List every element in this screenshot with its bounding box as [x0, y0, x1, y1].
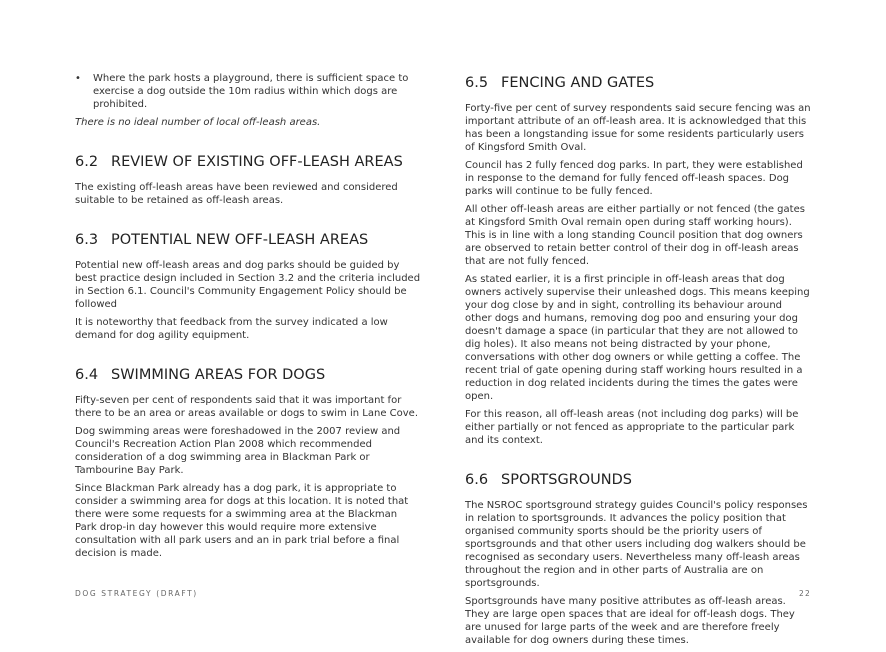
footer-doc-title: DOG STRATEGY (DRAFT) — [75, 589, 198, 598]
section-heading-6-6 — [465, 471, 811, 489]
paragraph: Since Blackman Park already has a dog park, it is appropriate to consider a swimming area for dogs at this location. It is noted that there were some requests for a swimming area at the Blackman Park drop-in day however this would require more extensive consultation with all park users and an in park trial before a final decision is made. — [75, 483, 409, 559]
italic-note: There is no ideal number of local off-leash areas. — [75, 117, 321, 128]
paragraph: The existing off-leash areas have been reviewed and considered suitable to be retained as off-leash areas. — [75, 182, 398, 206]
paragraph: Council has 2 fully fenced dog parks. In part, they were established in response to the demand for fully fenced off-leash spaces. Dog parks will continue to be fully fenced. — [465, 160, 803, 197]
section-title: REVIEW OF EXISTING OFF-LEASH AREAS — [111, 154, 403, 170]
paragraph: It is noteworthy that feedback from the survey indicated a low demand for dog agility equipment. — [75, 317, 388, 341]
paragraph: Forty-five per cent of survey respondents said secure fencing was an important attribute of an off-leash area. It is acknowledged that this has been a longstanding issue for some residents particularly users of Kingsford Smith Oval. — [465, 103, 811, 153]
right-column — [465, 74, 811, 652]
bullet-item — [75, 72, 421, 111]
paragraph: Potential new off-leash areas and dog parks should be guided by best practice design included in Section 3.2 and the criteria included in Section 6.1. Council's Community Engagement Policy should be followed — [75, 260, 421, 310]
paragraph: All other off-leash areas are either partially or not fenced (the gates at Kingsford Smith Oval remain open during staff working hours). This is in line with a long standing Council position that dog owners are observed to retain better control of their dog in off-leash areas that are not fully fenced. — [465, 204, 805, 267]
section-title: SPORTSGROUNDS — [501, 472, 632, 488]
section-number: 6.2 — [75, 154, 99, 170]
section-title: POTENTIAL NEW OFF-LEASH AREAS — [111, 232, 369, 248]
section-heading-6-5 — [465, 74, 811, 92]
paragraph: The NSROC sportsground strategy guides Council's policy responses in relation to sportsgrounds. It advances the policy position that organised community sports should be the priority users of sportsgrounds and that other users including dog walkers should be recognised as secondary users. Nevertheless many off-leash areas throughout the region and in other parts of Australia are on sportsgrounds. — [465, 500, 808, 589]
left-column — [75, 64, 421, 565]
section-number: 6.5 — [465, 75, 489, 91]
paragraph: Dog swimming areas were foreshadowed in the 2007 review and Council's Recreation Action Plan 2008 which recommended consideration of a dog swimming area in Blackman Park or Tambourine Bay Park. — [75, 426, 401, 476]
paragraph: Sportsgrounds have many positive attributes as off-leash areas. They are large open spaces that are ideal for off-leash dogs. They are unused for large parts of the week and are therefore freely available for dog owners during these times. — [465, 596, 795, 646]
paragraph: For this reason, all off-leash areas (not including dog parks) will be either partially or not fenced as appropriate to the particular park and its context. — [465, 409, 799, 446]
section-number: 6.3 — [75, 232, 99, 248]
page-number: 22 — [799, 589, 811, 598]
bullet-text: Where the park hosts a playground, there is sufficient space to exercise a dog outside the 10m radius within which dogs are prohibited. — [93, 73, 409, 110]
section-heading-6-2 — [75, 153, 421, 171]
paragraph: Fifty-seven per cent of respondents said that it was important for there to be an area or areas available or dogs to swim in Lane Cove. — [75, 395, 418, 419]
section-heading-6-3 — [75, 231, 421, 249]
section-number: 6.4 — [75, 367, 99, 383]
section-title: SWIMMING AREAS FOR DOGS — [111, 367, 326, 383]
section-heading-6-4 — [75, 366, 421, 384]
bullet-dot-icon: • — [75, 73, 81, 84]
section-number: 6.6 — [465, 472, 489, 488]
section-title: FENCING AND GATES — [501, 75, 655, 91]
paragraph: As stated earlier, it is a first principle in off-leash areas that dog owners actively supervise their unleashed dogs. This means keeping your dog close by and in sight, controlling its behaviour around other dogs and humans, removing dog poo and ensuring your dog doesn't damage a space (in particular that they are not allowed to dig holes). It also means not being distracted by your phone, conversations with other dog owners or while getting a coffee. The recent trial of gate opening during staff working hours resulted in a reduction in dog related incidents during the times the gates were open. — [465, 274, 810, 402]
